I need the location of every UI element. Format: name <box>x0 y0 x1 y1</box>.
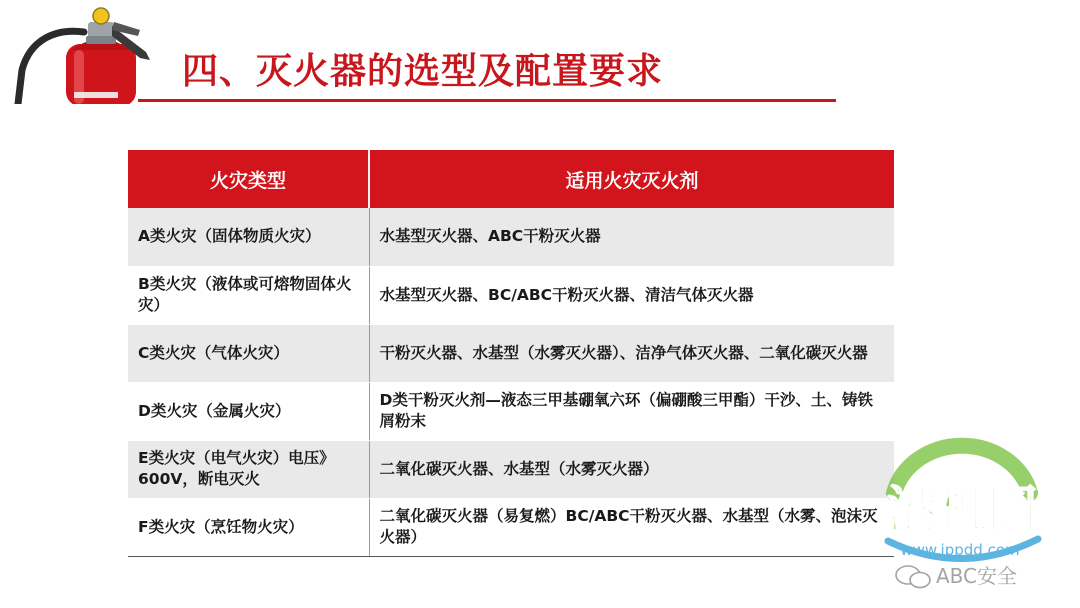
column-header-fire-type: 火灾类型 <box>128 150 369 208</box>
extinguishing-agent-cell: 水基型灭火器、ABC干粉灭火器 <box>369 208 894 266</box>
watermark-url-text: www.ippdd.com <box>900 541 1020 559</box>
table-row <box>128 498 894 556</box>
fire-type-table <box>128 150 894 557</box>
fire-type-cell: F类火灾（烹饪物火灾） <box>128 498 369 556</box>
table-row <box>128 208 894 266</box>
table-row <box>128 324 894 382</box>
fire-type-cell: B类火灾（液体或可熔物固体火灾） <box>128 266 369 324</box>
fire-type-cell: E类火灾（电气火灾）电压》600V，断电灭火 <box>128 440 369 498</box>
table-row <box>128 440 894 498</box>
column-header-extinguishing-agent: 适用火灾灭火剂 <box>369 150 894 208</box>
extinguishing-agent-cell: 二氧化碳灭火器（易复燃）BC/ABC干粉灭火器、水基型（水雾、泡沫灭火器） <box>369 498 894 556</box>
watermark-source-text: ABC安全 <box>936 564 1018 588</box>
fire-type-cell: A类火灾（固体物质火灾） <box>128 208 369 266</box>
table-header-row <box>128 150 894 208</box>
table-row <box>128 382 894 440</box>
watermark-logo <box>852 415 1074 601</box>
fire-type-cell: D类火灾（金属火灾） <box>128 382 369 440</box>
extinguishing-agent-cell: 二氧化碳灭火器、水基型（水雾灭火器） <box>369 440 894 498</box>
extinguishing-agent-cell: 水基型灭火器、BC/ABC干粉灭火器、清洁气体灭火器 <box>369 266 894 324</box>
extinguishing-agent-cell: D类干粉灭火剂—液态三甲基硼氧六环（偏硼酸三甲酯）干沙、土、铸铁屑粉末 <box>369 382 894 440</box>
title-underline <box>138 99 836 102</box>
fire-type-cell: C类火灾（气体火灾） <box>128 324 369 382</box>
page-title: 四、灭火器的选型及配置要求 <box>182 51 664 92</box>
extinguishing-agent-cell: 干粉灭火器、水基型（水雾灭火器）、洁净气体灭火器、二氧化碳灭火器 <box>369 324 894 382</box>
table-row <box>128 266 894 324</box>
wechat-icon <box>896 566 930 588</box>
watermark-brand-text: 港机圈 <box>887 481 1037 539</box>
fire-extinguisher-icon <box>0 0 160 104</box>
